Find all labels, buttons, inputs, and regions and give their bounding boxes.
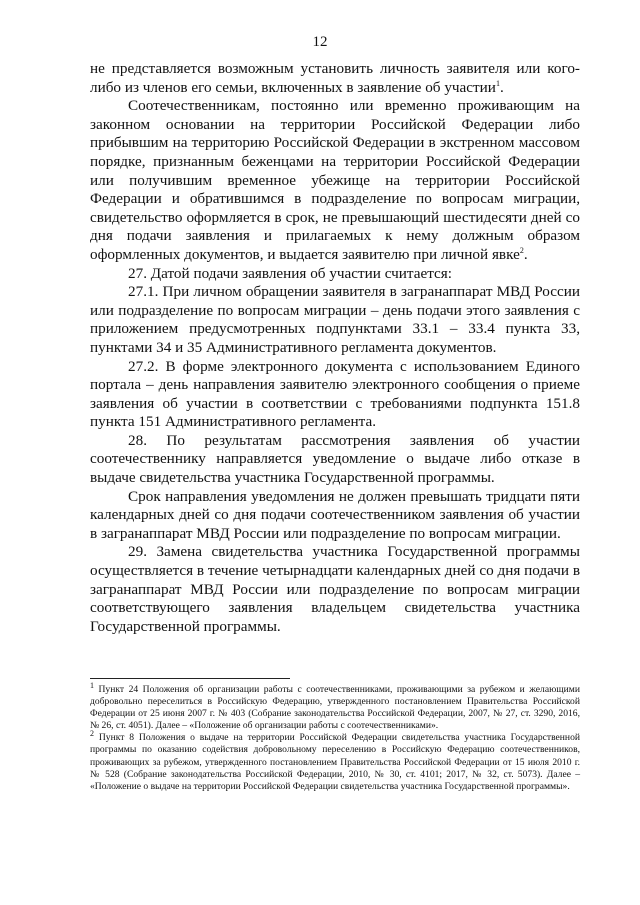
paragraph-2 — [90, 97, 580, 264]
paragraph-4: 27.1. При личном обращении заявителя в загранаппарат МВД России или подразделение по вопросам миграции – день подачи этого заявления с приложением предусмотренных подпунктами 33.1 – 33.4 пункта 33, пунктами 34 и 35 Административного регламента документов. — [90, 283, 580, 356]
paragraph-6: 28. По результатам рассмотрения заявления об участии соотечественнику направляется уведомление о выдаче либо отказе в выдаче свидетельства участника Государственной программы. — [90, 431, 580, 487]
paragraph-2-text: Соотечественникам, постоянно или временно проживающим на законном основании на территории Российской Федерации либо прибывшим на территорию Российской Федерации в экстренном массовом порядке, признанным беженцами на территории Российской Федерации или получившим временное убежище на территории Российской Федерации и обратившимся в подразделение по вопросам миграции, свидетельство оформляется в срок, не превышающий шестидесяти дней со дня подачи заявления и прилагаемых к нему должным образом оформленных документов, и выдается заявителю при личной явке — [90, 97, 580, 263]
footnote-ref-2: 2 — [519, 245, 524, 255]
paragraph-1: не представляется возможным установить личность заявителя или кого-либо из членов его семьи, включенных в заявление об участии$^1$. — [90, 60, 580, 96]
page-number: 12 — [312, 34, 328, 50]
paragraph-1-text: не представляется возможным установить личность заявителя или кого-либо из членов его семьи, включенных в заявление об участии — [90, 60, 580, 96]
footnote-1 — [90, 680, 580, 732]
paragraph-5: 27.2. В форме электронного документа с использованием Единого портала – день направления заявителю электронного сообщения о приеме заявления об участии в соответствии с требованиями подпункта 151.8 пункта 151 Административного регламента. — [90, 357, 580, 431]
paragraph-8: 29. Замена свидетельства участника Государственной программы осуществляется в течение четырнадцати календарных дней со дня подачи в загранаппарат МВД России или подразделение по вопросам миграции соответствующего заявления владельцем свидетельства участника Государственной программы. — [90, 543, 580, 635]
paragraph-3: 27. Датой подачи заявления об участии считается: — [128, 264, 453, 282]
footnote-divider — [90, 678, 290, 679]
footnote-1-mark: 1 — [90, 680, 94, 690]
paragraph-7: Срок направления уведомления не должен превышать тридцати пяти календарных дней со дня подачи соотечественником заявления об участии в загранаппарат МВД России или подразделение по вопросам миграции. — [90, 487, 580, 542]
footnote-ref-1: 1 — [495, 78, 500, 88]
footnote-2 — [90, 729, 581, 792]
footnote-1-text: Пункт 24 Положения об организации работы с соотечественниками, проживающими за рубежом и желающими добровольно переселиться в Российскую Федерацию, утвержденного постановлением Правительства Российской Федерации от 25 июня 2007 г. № 403 (Собрание законодательства Российской Федерации, 2007, № 27, ст. 3290, 2016, № 26, ст. 4051). Далее – «Положение об организации работы с соотечественниками». — [90, 684, 580, 732]
paragraph-2-end: . — [523, 245, 528, 263]
footnotes — [90, 680, 581, 793]
footnote-2-text: Пункт 8 Положения о выдаче на территории Российской Федерации свидетельства участника Государственной программы по оказанию содействия добровольному переселению в Российскую Федерацию соотечественников, проживающих за рубежом, утвержденного постановлением Правительства Российской Федерации от 15 июля 2010 г. № 528 (Собрание законодательства Российской Федерации, 2010, № 30, ст. 4101; 2017, № 32, ст. 5073). Далее – «Положение о выдаче на территории Российской Федерации свидетельства участника Государственной программы». — [90, 732, 581, 792]
footnote-2-mark: 2 — [90, 729, 94, 739]
document-body — [90, 60, 580, 636]
